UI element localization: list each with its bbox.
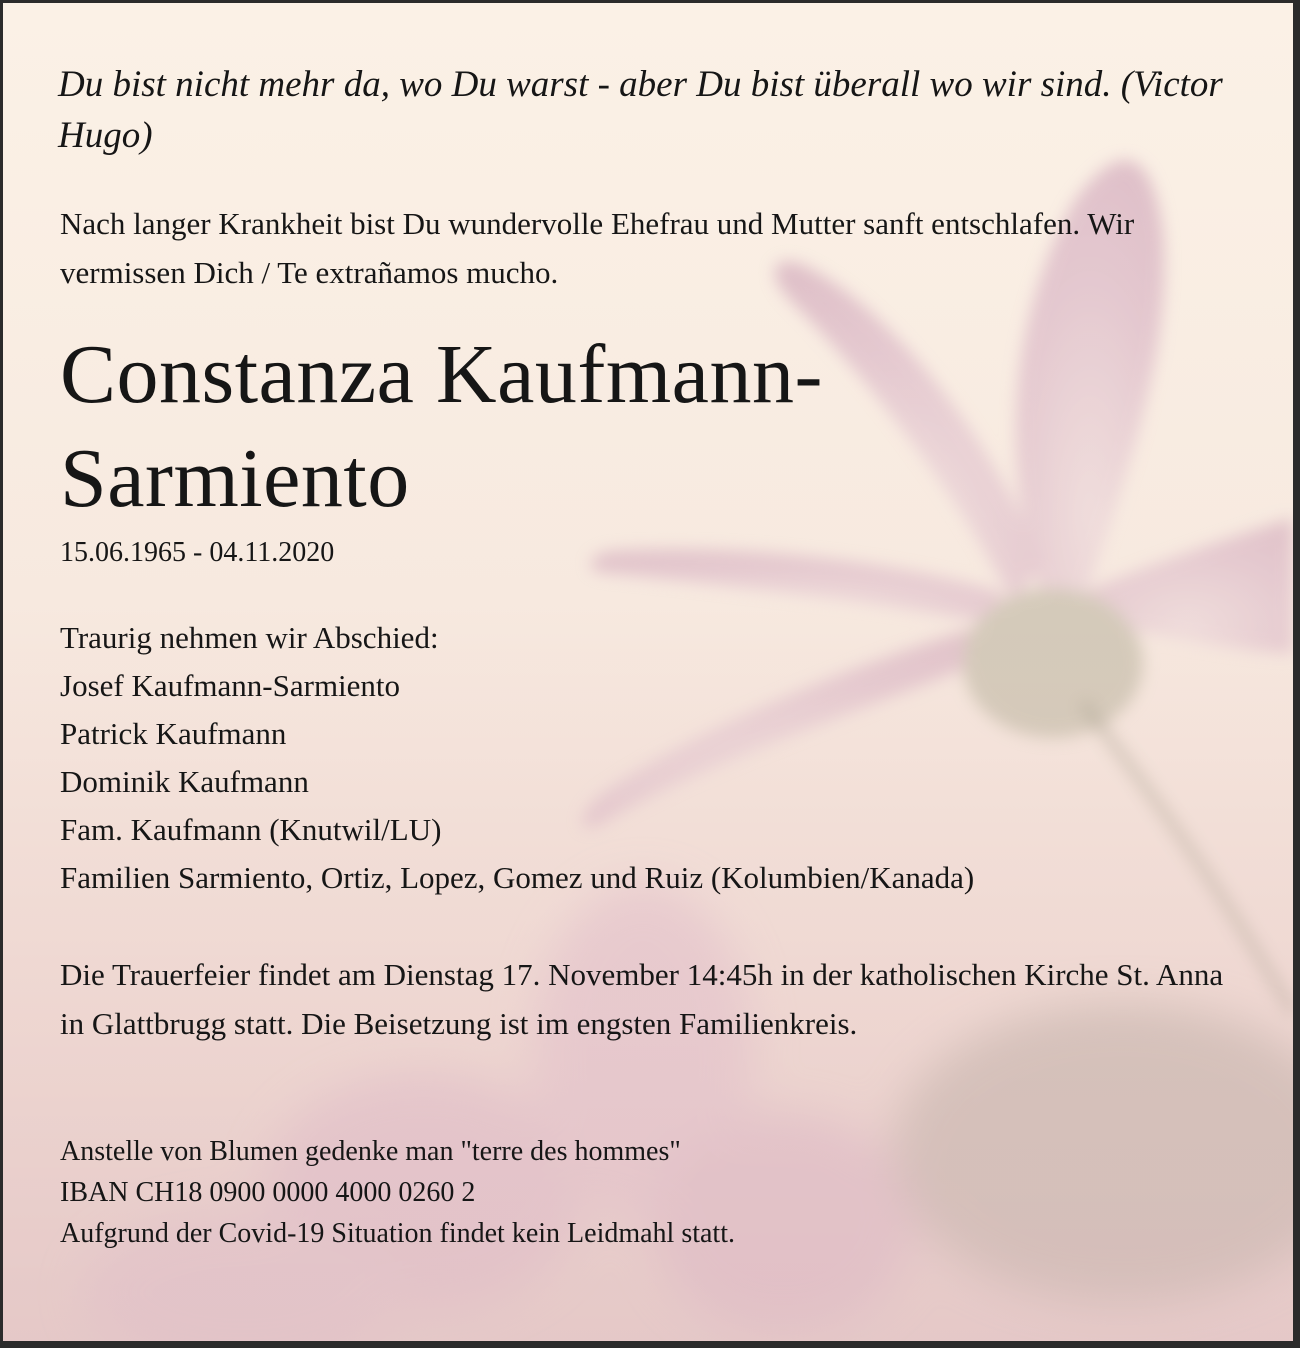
memorial-quote: Du bist nicht mehr da, wo Du warst - aber Du bist überall wo wir sind. (Victor Hugo) <box>58 64 1223 156</box>
mourners-list <box>60 614 974 902</box>
mourner-name: Familien Sarmiento, Ortiz, Lopez, Gomez und Ruiz (Kolumbien/Kanada) <box>60 860 975 895</box>
obituary-content <box>3 3 1293 1341</box>
notes-block <box>60 1131 735 1254</box>
mourners-heading: Traurig nehmen wir Abschied: <box>60 620 439 655</box>
intro-text: Nach langer Krankheit bist Du wundervolle Ehefrau und Mutter sanft entschlafen. Wir vermissen Dich / Te extrañamos mucho. <box>60 206 1135 290</box>
obituary-card <box>3 3 1297 1345</box>
covid-note: Aufgrund der Covid-19 Situation findet kein Leidmahl statt. <box>60 1218 735 1249</box>
iban-note: IBAN CH18 0900 0000 4000 0260 2 <box>60 1177 476 1208</box>
mourner-name: Josef Kaufmann-Sarmiento <box>60 668 401 703</box>
deceased-name-line1: Constanza Kaufmann- <box>60 328 823 421</box>
mourner-name: Dominik Kaufmann <box>60 764 309 799</box>
deceased-name <box>60 323 1210 531</box>
funeral-service-info: Die Trauerfeier findet am Dienstag 17. November 14:45h in der katholischen Kirche St. Anna in Glattbrugg statt. Die Beisetzung ist im engsten Familienkreis. <box>60 957 1224 1041</box>
mourner-name: Patrick Kaufmann <box>60 716 287 751</box>
life-dates: 15.06.1965 - 04.11.2020 <box>60 537 335 568</box>
donation-note: Anstelle von Blumen gedenke man "terre des hommes" <box>60 1136 681 1167</box>
mourner-name: Fam. Kaufmann (Knutwil/LU) <box>60 812 442 847</box>
deceased-name-line2: Sarmiento <box>60 432 410 525</box>
